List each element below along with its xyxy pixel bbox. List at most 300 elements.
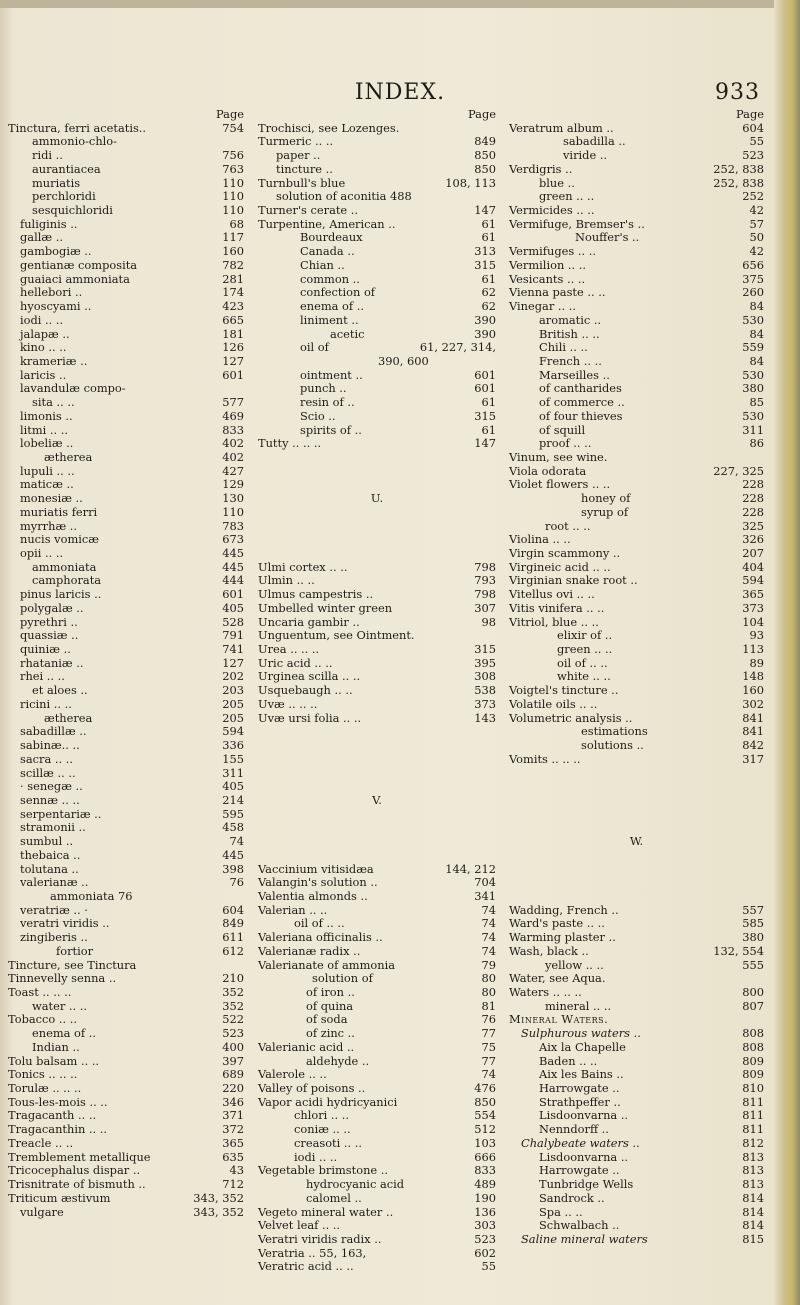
index-entry <box>509 1137 764 1151</box>
page-reference: 445 <box>222 559 244 574</box>
index-term: Wash, black .. <box>509 943 589 958</box>
index-entry <box>8 1178 244 1192</box>
index-term: proof .. .. <box>539 436 592 451</box>
page-reference: 61 <box>481 395 496 410</box>
index-entry <box>509 643 764 657</box>
index-term: viride .. <box>563 148 608 163</box>
index-term: Umbelled winter green <box>258 600 393 615</box>
index-entry <box>8 821 244 835</box>
page-reference: 181 <box>222 326 244 341</box>
page-reference: 800 <box>742 985 764 999</box>
index-term: Uvæ .. .. .. <box>258 696 318 711</box>
index-term: Bourdeaux <box>300 230 363 245</box>
index-term: British .. .. <box>539 326 600 341</box>
index-term: ætherea <box>44 449 93 464</box>
index-term: oil of <box>300 340 329 355</box>
index-term: aurantiacea <box>32 161 101 176</box>
index-term: krameriæ .. <box>20 353 88 368</box>
page-reference: 798 <box>474 587 496 602</box>
index-entry <box>8 478 244 492</box>
index-term: Tincture, see Tinctura <box>8 957 137 972</box>
index-entry <box>258 149 496 163</box>
index-term: French .. .. <box>539 353 602 368</box>
index-term: vulgare <box>20 1204 64 1219</box>
page-reference: 601 <box>474 367 496 382</box>
index-term: sacra .. .. <box>20 751 73 766</box>
index-term: Tremblement metallique <box>8 1149 151 1164</box>
index-entry <box>509 1178 764 1192</box>
index-term: Spa .. .. <box>539 1204 583 1219</box>
index-entry <box>258 1151 496 1165</box>
page-reference: 395 <box>474 655 496 670</box>
index-entry <box>509 547 764 561</box>
index-entry <box>8 670 244 684</box>
page-reference: 43 <box>229 1163 244 1178</box>
blank-line <box>509 876 764 890</box>
page-reference: 741 <box>222 642 244 657</box>
index-entry <box>258 698 496 712</box>
index-term: green .. .. <box>557 642 613 657</box>
page-reference: 808 <box>742 1026 764 1041</box>
index-term: Indian .. <box>32 1039 80 1054</box>
index-entry <box>509 574 764 588</box>
index-term: Valerianic acid .. <box>258 1039 355 1054</box>
page-reference: 346 <box>222 1094 244 1109</box>
page-reference: 74 <box>481 1067 496 1082</box>
page-reference: 147 <box>474 436 496 451</box>
index-term: Vitis vinifera .. .. <box>509 600 605 615</box>
page-reference: 61 <box>481 216 496 231</box>
index-entry <box>509 959 764 973</box>
page-reference: 77 <box>481 1053 496 1068</box>
index-entry <box>258 245 496 259</box>
index-entry <box>258 122 496 136</box>
index-entry <box>509 533 764 547</box>
index-term: et aloes .. <box>32 683 88 698</box>
index-term: tolutana .. <box>20 861 79 876</box>
page-reference: 427 <box>222 463 244 478</box>
page-reference: 311 <box>222 765 244 780</box>
page-reference: 841 <box>742 724 764 739</box>
page-reference: 136 <box>474 1204 496 1219</box>
index-term: Trisnitrate of bismuth .. <box>8 1177 146 1192</box>
index-entry <box>258 163 496 177</box>
index-entry <box>509 1013 764 1027</box>
page-reference: 528 <box>222 614 244 629</box>
index-entry <box>8 863 244 877</box>
page-reference: 203 <box>222 683 244 698</box>
index-entry <box>258 341 496 355</box>
index-entry <box>8 959 244 973</box>
blank-line <box>258 725 496 739</box>
index-entry <box>509 341 764 355</box>
blank-line <box>258 780 496 794</box>
index-entry <box>258 1247 496 1261</box>
page-reference: 522 <box>222 1012 244 1027</box>
index-entry <box>509 300 764 314</box>
index-entry <box>509 561 764 575</box>
page-reference: 311 <box>742 422 764 437</box>
index-entry <box>8 684 244 698</box>
index-entry <box>8 835 244 849</box>
page-reference: 93 <box>749 628 764 643</box>
index-term: Toast .. .. .. <box>8 985 72 999</box>
index-entry <box>509 753 764 767</box>
index-entry <box>509 410 764 424</box>
page-reference: 673 <box>222 532 244 547</box>
page-reference: 260 <box>742 285 764 300</box>
page-reference: 559 <box>742 340 764 355</box>
page-reference: 307 <box>474 600 496 615</box>
page-reference: 89 <box>749 655 764 670</box>
page-reference: 202 <box>222 669 244 684</box>
blank-line <box>509 794 764 808</box>
index-entry <box>8 1206 244 1220</box>
index-term: white .. .. <box>557 669 611 684</box>
page-reference: 336 <box>222 738 244 753</box>
index-entry <box>8 808 244 822</box>
index-entry <box>258 972 496 986</box>
page-reference: 813 <box>742 1163 764 1178</box>
index-entry <box>258 986 496 1000</box>
index-entry <box>8 424 244 438</box>
index-term: zingiberis .. <box>20 930 88 945</box>
index-entry <box>509 245 764 259</box>
index-entry <box>509 314 764 328</box>
index-term: Trochisci, see Lozenges. <box>258 120 400 135</box>
index-term: confection of <box>300 285 376 300</box>
index-entry <box>258 1219 496 1233</box>
index-entry <box>8 190 244 204</box>
page-reference: 811 <box>742 1122 764 1137</box>
index-entry <box>509 190 764 204</box>
index-term: Nenndorff .. <box>539 1122 609 1137</box>
page-reference: 110 <box>222 504 244 519</box>
index-entry <box>8 177 244 191</box>
index-term: Sulphurous waters .. <box>521 1026 641 1041</box>
index-entry <box>258 657 496 671</box>
page-reference: 782 <box>222 257 244 272</box>
page-reference: 813 <box>742 1149 764 1164</box>
index-entry <box>8 396 244 410</box>
index-entry <box>258 286 496 300</box>
index-entry <box>258 218 496 232</box>
page-reference: 398 <box>222 861 244 876</box>
index-entry <box>509 1151 764 1165</box>
page-reference: 126 <box>222 340 244 355</box>
index-term: oil of .. .. <box>294 916 345 931</box>
index-term: Veratric acid .. .. <box>258 1259 354 1274</box>
index-term: sumbul .. <box>20 834 74 849</box>
page-reference: 55 <box>749 134 764 149</box>
index-entry <box>258 204 496 218</box>
page-reference: 148 <box>742 669 764 684</box>
index-term: water .. .. <box>32 998 88 1013</box>
page-reference: 754 <box>222 120 244 135</box>
index-entry <box>509 616 764 630</box>
index-entry <box>8 437 244 451</box>
index-entry <box>8 1192 244 1206</box>
page-reference: 402 <box>222 436 244 451</box>
page-reference: 315 <box>474 642 496 657</box>
index-term: Velvet leaf .. .. <box>258 1218 341 1233</box>
index-entry <box>8 945 244 959</box>
index-entry <box>258 945 496 959</box>
index-term: of squill <box>539 422 586 437</box>
index-term: Vermifuge, Bremser's .. <box>509 216 645 231</box>
page-reference: 812 <box>742 1135 764 1150</box>
page-reference: 689 <box>222 1067 244 1082</box>
index-entry <box>258 917 496 931</box>
index-entry <box>509 437 764 451</box>
index-term: Vapor acidi hydricyanici <box>258 1094 398 1109</box>
index-term: myrrhæ .. <box>20 518 78 533</box>
index-entry <box>509 588 764 602</box>
index-entry <box>8 1123 244 1137</box>
index-term: Ulmi cortex .. .. <box>258 559 348 574</box>
index-term: Valerian .. .. <box>258 902 328 917</box>
index-term: Waters .. .. .. <box>509 985 582 999</box>
page-reference: 352 <box>222 998 244 1013</box>
index-term: calomel .. <box>306 1190 362 1205</box>
page-reference: 308 <box>474 669 496 684</box>
page-column-label-row <box>509 108 764 122</box>
index-entry <box>509 1000 764 1014</box>
index-term: paper .. <box>276 148 321 163</box>
index-entry <box>8 259 244 273</box>
index-term: Voigtel's tincture .. <box>509 683 619 698</box>
page-reference: 110 <box>222 203 244 218</box>
page-reference: 594 <box>742 573 764 588</box>
index-entry <box>258 588 496 602</box>
index-entry <box>509 945 764 959</box>
index-term: Saline mineral waters <box>521 1231 648 1246</box>
page-reference: 458 <box>222 820 244 835</box>
page-reference: 74 <box>481 916 496 931</box>
index-entry <box>8 904 244 918</box>
page-reference: 390 <box>474 312 496 327</box>
index-entry <box>8 972 244 986</box>
index-term: Schwalbach .. <box>539 1218 620 1233</box>
index-term: 390, 600 <box>378 353 429 368</box>
index-term: estimations <box>581 724 648 739</box>
index-entry <box>8 986 244 1000</box>
page-reference: 228 <box>742 477 764 492</box>
index-entry <box>509 286 764 300</box>
index-term: laricis .. <box>20 367 67 382</box>
page-reference: 372 <box>222 1122 244 1137</box>
page-reference: 160 <box>222 244 244 259</box>
index-term: Uric acid .. .. <box>258 655 333 670</box>
index-entry <box>8 1137 244 1151</box>
index-entry <box>8 355 244 369</box>
index-entry <box>509 931 764 945</box>
page-reference: 585 <box>742 916 764 931</box>
index-entry <box>8 451 244 465</box>
index-term: hydrocyanic acid <box>306 1177 405 1192</box>
page-reference: 842 <box>742 738 764 753</box>
page-reference: 833 <box>222 422 244 437</box>
index-column-left <box>8 108 244 1219</box>
page-reference: 814 <box>742 1218 764 1233</box>
page-reference: 523 <box>474 1231 496 1246</box>
index-entry <box>509 506 764 520</box>
page-reference: 341 <box>474 888 496 903</box>
page-reference: 807 <box>742 998 764 1013</box>
running-header-title: INDEX. <box>354 80 446 105</box>
page-reference: 811 <box>742 1108 764 1123</box>
page-reference: 405 <box>222 600 244 615</box>
page-reference: 129 <box>222 477 244 492</box>
page-reference: 228 <box>742 504 764 519</box>
page-reference: 850 <box>474 1094 496 1109</box>
index-term: Tragacanth .. .. <box>8 1108 97 1123</box>
index-entry <box>509 492 764 506</box>
index-entry <box>258 959 496 973</box>
page-reference: 666 <box>474 1149 496 1164</box>
index-term: Triticum æstivum <box>8 1190 111 1205</box>
index-term: Chalybeate waters .. <box>521 1135 640 1150</box>
page-reference: 402 <box>222 449 244 464</box>
index-entry <box>509 520 764 534</box>
page-reference: 594 <box>222 724 244 739</box>
index-entry <box>8 794 244 808</box>
index-entry <box>258 1260 496 1274</box>
index-entry <box>509 972 764 986</box>
index-term: of zinc .. <box>306 1026 355 1041</box>
page-reference: 144, 212 <box>445 861 496 876</box>
page-reference: 604 <box>222 902 244 917</box>
page-reference: 75 <box>481 1039 496 1054</box>
index-entry <box>509 451 764 465</box>
index-term: Lisdoonvarna .. <box>539 1149 629 1164</box>
index-entry <box>258 410 496 424</box>
index-entry <box>509 1082 764 1096</box>
blank-line <box>509 808 764 822</box>
index-term: Lisdoonvarna .. <box>539 1108 629 1123</box>
index-entry <box>8 520 244 534</box>
index-entry <box>258 355 496 369</box>
index-term: Valerianæ radix .. <box>258 943 361 958</box>
index-term: Uncaria gambir .. <box>258 614 360 629</box>
index-term: jalapæ .. <box>20 326 70 341</box>
index-term: Tonics .. .. .. <box>8 1067 78 1082</box>
page-reference: 227, 325 <box>713 463 764 478</box>
page-reference: 808 <box>742 1039 764 1054</box>
page-reference: 84 <box>749 326 764 341</box>
index-term: Ulmus campestris .. <box>258 587 374 602</box>
section-letter-heading <box>509 835 764 849</box>
index-entry <box>258 1027 496 1041</box>
index-entry <box>8 698 244 712</box>
index-entry <box>509 1206 764 1220</box>
page-reference: 190 <box>474 1190 496 1205</box>
index-entry <box>258 931 496 945</box>
index-entry <box>8 506 244 520</box>
index-entry <box>258 890 496 904</box>
index-term: iodi .. .. <box>20 312 64 327</box>
index-entry <box>509 1055 764 1069</box>
page-reference: 103 <box>474 1135 496 1150</box>
index-term: Usquebaugh .. .. <box>258 683 353 698</box>
blank-line <box>258 478 496 492</box>
index-entry <box>509 986 764 1000</box>
page-reference: 74 <box>481 902 496 917</box>
page-reference: 665 <box>222 312 244 327</box>
blank-line <box>258 849 496 863</box>
index-term: Volumetric analysis .. <box>509 710 633 725</box>
index-term: blue .. <box>539 175 575 190</box>
index-entry <box>8 657 244 671</box>
page-reference: 405 <box>222 779 244 794</box>
index-term: sabadilla .. <box>563 134 626 149</box>
blank-line <box>258 506 496 520</box>
page-reference: 371 <box>222 1108 244 1123</box>
index-entry <box>509 1233 764 1247</box>
index-term: Vitriol, blue .. .. <box>509 614 599 629</box>
index-entry <box>258 602 496 616</box>
page-reference: 252, 838 <box>713 175 764 190</box>
index-term: camphorata <box>32 573 102 588</box>
index-entry <box>509 273 764 287</box>
index-term: Vesicants .. .. <box>509 271 586 286</box>
page-reference: 489 <box>474 1177 496 1192</box>
index-entry <box>509 712 764 726</box>
page-reference: 117 <box>222 230 244 245</box>
page-reference: 601 <box>222 587 244 602</box>
index-term: litmi .. .. <box>20 422 69 437</box>
page-reference: 476 <box>474 1081 496 1096</box>
index-term: Vitellus ovi .. .. <box>509 587 595 602</box>
index-term: of iron .. <box>306 985 355 999</box>
index-entry <box>509 259 764 273</box>
page-reference: 85 <box>749 395 764 410</box>
index-entry <box>8 588 244 602</box>
index-term: Chili .. .. <box>539 340 588 355</box>
page-reference: 841 <box>742 710 764 725</box>
index-entry <box>8 1041 244 1055</box>
index-term: muriatis <box>32 175 81 190</box>
index-term: fuliginis .. <box>20 216 78 231</box>
index-entry <box>8 300 244 314</box>
index-term: sennæ .. .. <box>20 792 80 807</box>
index-term: Turner's cerate .. <box>258 203 359 218</box>
index-entry <box>258 561 496 575</box>
index-term: quassiæ .. <box>20 628 79 643</box>
index-entry <box>8 218 244 232</box>
index-entry <box>258 231 496 245</box>
index-term: chlori .. .. <box>294 1108 350 1123</box>
index-entry <box>8 410 244 424</box>
index-term: guaiaci ammoniata <box>20 271 130 286</box>
page-reference: 833 <box>474 1163 496 1178</box>
page-reference: 445 <box>222 847 244 862</box>
blank-line <box>258 753 496 767</box>
index-term: enema of .. <box>300 299 364 314</box>
blank-line <box>258 547 496 561</box>
page-reference: 207 <box>742 546 764 560</box>
page-reference: 155 <box>222 751 244 766</box>
index-term: Harrowgate .. <box>539 1081 620 1096</box>
page-reference: 373 <box>742 600 764 615</box>
index-term: gallæ .. <box>20 230 63 245</box>
index-entry <box>258 273 496 287</box>
page-reference: 365 <box>742 587 764 602</box>
index-entry <box>8 739 244 753</box>
index-entry <box>258 1137 496 1151</box>
index-term: limonis .. <box>20 408 73 423</box>
index-term: sabadillæ .. <box>20 724 87 739</box>
